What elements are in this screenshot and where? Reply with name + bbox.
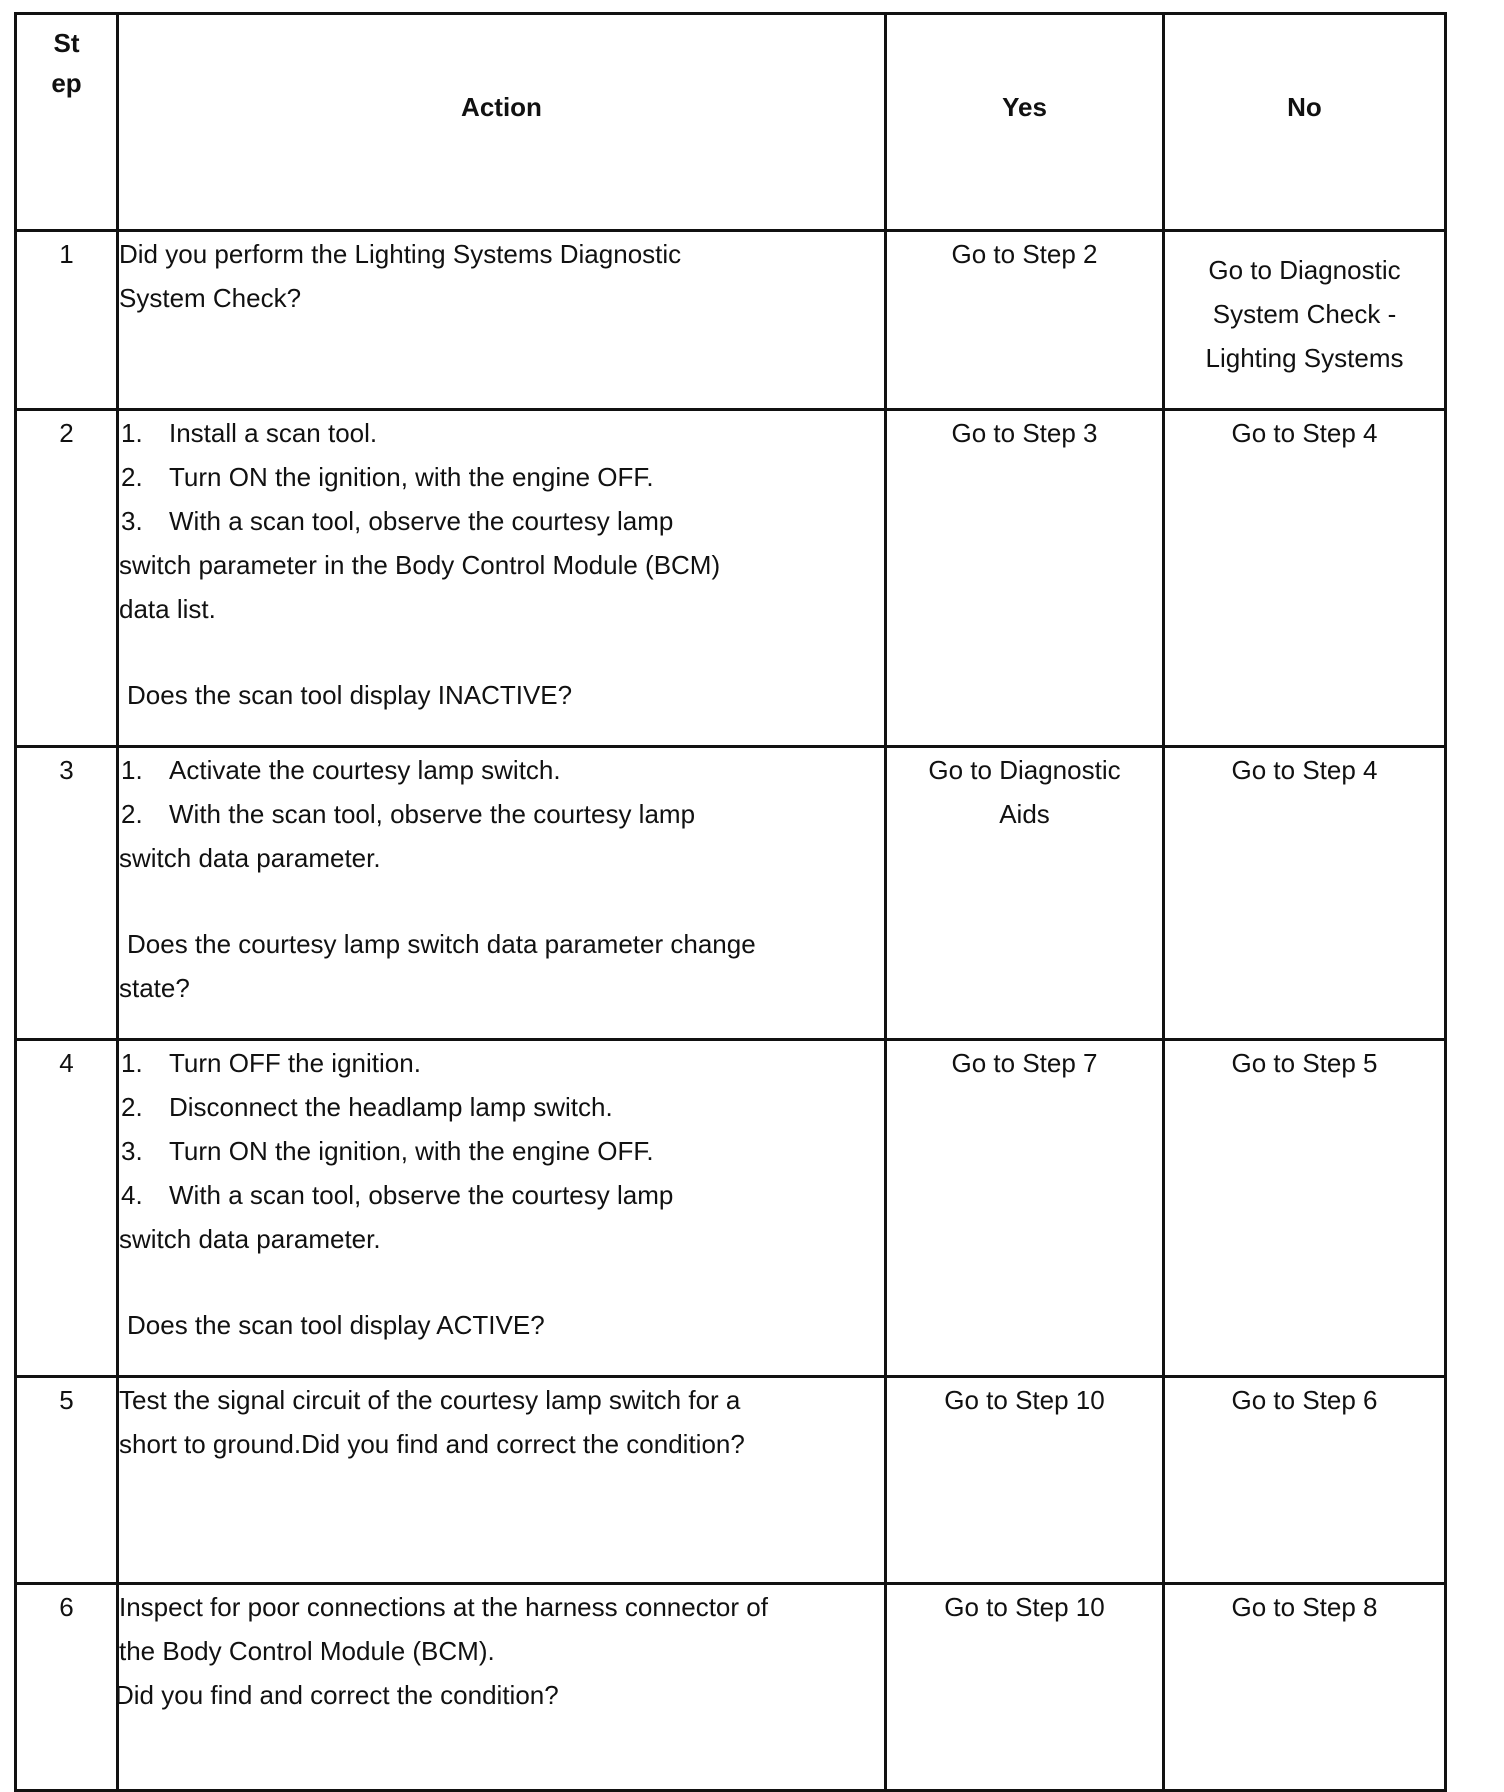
item-number: 2. (121, 799, 143, 829)
item-number: 1. (121, 1048, 143, 1078)
action-question: Does the scan tool display INACTIVE? (127, 680, 573, 710)
item-number: 2. (121, 1092, 143, 1122)
action-line: Did you perform the Lighting Systems Diagnostic (119, 239, 682, 269)
step-number: 4 (16, 1040, 118, 1377)
header-step (16, 14, 118, 231)
action-line: switch data parameter. (119, 1224, 381, 1254)
action-line: switch data parameter. (119, 843, 381, 873)
item-number: 3. (121, 1136, 143, 1166)
diagnostic-table (14, 12, 1447, 1792)
action-question: Does the courtesy lamp switch data parameter change (127, 929, 756, 959)
action-list-item (119, 499, 884, 543)
item-text: Turn ON the ignition, with the engine OFF. (169, 462, 654, 492)
yes-cell: Go to Step 2 (886, 231, 1164, 410)
no-cell (1164, 231, 1446, 410)
no-cell: Go to Step 4 (1164, 410, 1446, 747)
table-row (16, 747, 1446, 1040)
table-row (16, 410, 1446, 747)
action-list-item (119, 1041, 884, 1085)
action-list-item (119, 1085, 884, 1129)
step-number: 3 (16, 747, 118, 1040)
action-list-item (119, 1129, 884, 1173)
action-line: Test the signal circuit of the courtesy lamp switch for a (119, 1385, 741, 1415)
no-line: Lighting Systems (1205, 343, 1404, 373)
action-cell (118, 1040, 886, 1377)
no-line: Go to Diagnostic (1208, 255, 1401, 285)
item-number: 1. (121, 418, 143, 448)
spacer (119, 880, 884, 922)
action-list-item (119, 1173, 884, 1217)
action-line: Inspect for poor connections at the harness connector of (119, 1592, 768, 1622)
table-row (16, 1040, 1446, 1377)
action-list-item (119, 455, 884, 499)
action-list-item (119, 411, 884, 455)
header-row (16, 14, 1446, 231)
yes-cell: Go to Step 10 (886, 1584, 1164, 1791)
action-line: short to ground.Did you find and correct the condition? (119, 1429, 745, 1459)
item-text: With a scan tool, observe the courtesy lamp (169, 1180, 674, 1210)
action-list-item (119, 748, 884, 792)
item-number: 1. (121, 755, 143, 785)
table-row (16, 1584, 1446, 1791)
action-cell (118, 1377, 886, 1584)
table-row (16, 231, 1446, 410)
item-number: 2. (121, 462, 143, 492)
spacer (119, 631, 884, 673)
table-row (16, 1377, 1446, 1584)
no-cell: Go to Step 6 (1164, 1377, 1446, 1584)
action-question: Does the scan tool display ACTIVE? (127, 1310, 545, 1340)
action-line: switch parameter in the Body Control Module (BCM) (119, 550, 721, 580)
yes-cell: Go to Step 7 (886, 1040, 1164, 1377)
item-text: Activate the courtesy lamp switch. (169, 755, 561, 785)
action-line: data list. (119, 594, 216, 624)
item-text: With a scan tool, observe the courtesy lamp (169, 506, 674, 536)
yes-line: Go to Diagnostic (928, 755, 1121, 785)
spacer (119, 1261, 884, 1303)
item-text: With the scan tool, observe the courtesy lamp (169, 799, 696, 829)
no-cell: Go to Step 8 (1164, 1584, 1446, 1791)
header-yes: Yes (886, 14, 1164, 231)
header-step-part-1: St (53, 28, 80, 58)
yes-cell (886, 747, 1164, 1040)
item-number: 4. (121, 1180, 143, 1210)
action-cell (118, 410, 886, 747)
header-action: Action (118, 14, 886, 231)
action-cell (115, 1584, 886, 1791)
yes-cell: Go to Step 3 (886, 410, 1164, 747)
action-cell (118, 747, 886, 1040)
step-number: 6 (16, 1584, 118, 1791)
header-step-part-2: ep (51, 68, 82, 98)
item-text: Turn OFF the ignition. (169, 1048, 421, 1078)
item-text: Disconnect the headlamp lamp switch. (169, 1092, 613, 1122)
action-cell (118, 231, 886, 410)
step-number: 2 (16, 410, 118, 747)
action-line: System Check? (119, 283, 302, 313)
action-list-item (119, 792, 884, 836)
item-text: Install a scan tool. (169, 418, 378, 448)
item-number: 3. (121, 506, 143, 536)
item-text: Turn ON the ignition, with the engine OFF. (169, 1136, 654, 1166)
header-no: No (1164, 14, 1446, 231)
step-number: 1 (16, 231, 118, 410)
step-number: 5 (16, 1377, 118, 1584)
no-cell: Go to Step 4 (1164, 747, 1446, 1040)
no-line: System Check - (1212, 299, 1397, 329)
yes-cell: Go to Step 10 (886, 1377, 1164, 1584)
action-question: state? (119, 973, 190, 1003)
yes-line: Aids (999, 799, 1050, 829)
action-line: the Body Control Module (BCM). (119, 1636, 495, 1666)
no-cell: Go to Step 5 (1164, 1040, 1446, 1377)
action-question: Did you find and correct the condition? (115, 1680, 559, 1710)
